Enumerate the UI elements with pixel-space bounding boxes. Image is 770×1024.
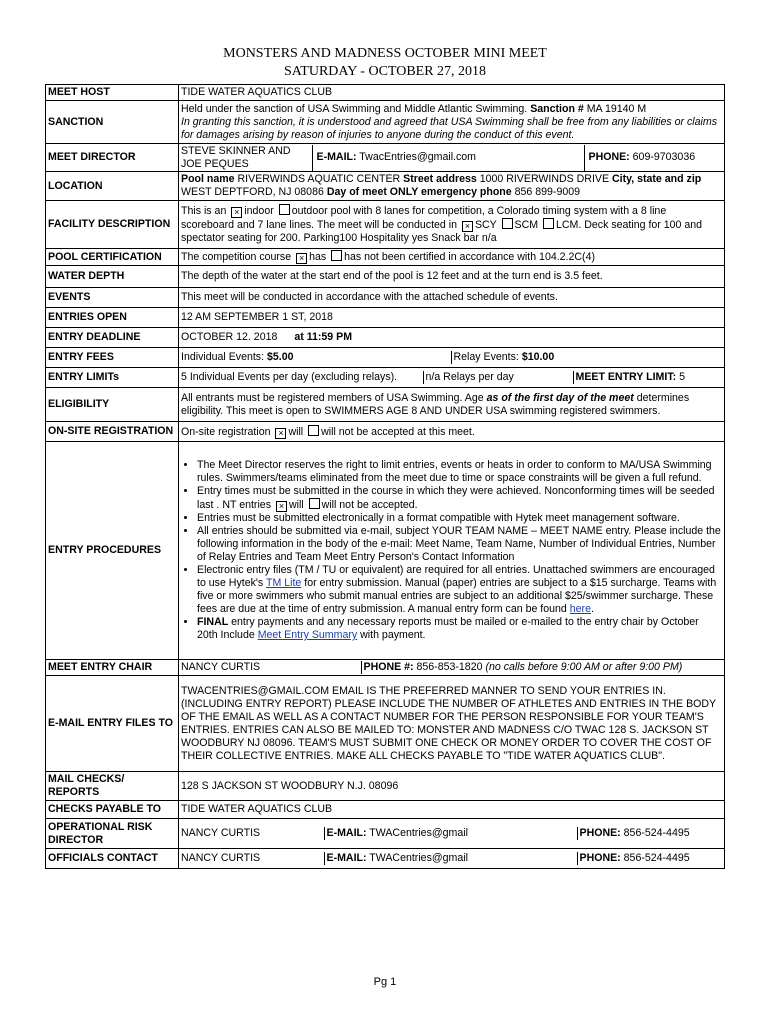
row-entry-fees (46, 348, 725, 368)
list-item (197, 485, 722, 512)
lcm-checkbox[interactable] (543, 218, 554, 229)
risk-phone-label: PHONE: (579, 827, 621, 839)
row-meet-host (46, 85, 725, 101)
scm-checkbox[interactable] (502, 218, 513, 229)
sanction-number-label: Sanction # (530, 102, 584, 115)
label-checks-payable: CHECKS PAYABLE TO (46, 801, 179, 819)
row-officials (46, 849, 725, 869)
label-eligibility: ELIGIBILITY (46, 388, 179, 422)
facility-text-3: LCM. Deck seating for 100 and spectator seating for 200. Parking100 Hospitality yes Snack bar n/a (181, 219, 703, 244)
entries-open-value: 12 AM SEPTEMBER 1 ST, 2018 (179, 308, 725, 328)
events-value: This meet will be conducted in accordance with the attached schedule of events. (179, 288, 725, 308)
nt-will-checkbox[interactable] (276, 501, 287, 512)
emergency-phone: 856 899-9009 (514, 186, 581, 198)
director-email-label: E-MAIL: (316, 151, 357, 163)
label-entry-deadline: ENTRY DEADLINE (46, 328, 179, 348)
director-phone-label: PHONE: (588, 151, 630, 163)
onsite-will-not-checkbox[interactable] (308, 425, 319, 436)
list-item: • The Meet Director reserves the right to limit entries, events or heats in order to conform to MA/USA Swimming rules. Swimmers/teams eliminated from the meet due to time or space constraints will be given a full refund. (197, 459, 722, 485)
street-label: Street address (403, 173, 477, 185)
final-label: FINAL (197, 616, 229, 628)
fees-relay-label: Relay Events: (453, 351, 519, 363)
row-sanction (46, 101, 725, 144)
limit-individual: 5 Individual Events per day (excluding relays). (179, 371, 423, 384)
nt-will-not-checkbox[interactable] (309, 498, 320, 509)
document-title: MONSTERS AND MADNESS OCTOBER MINI MEET (223, 46, 547, 61)
limit-meet: 5 (679, 371, 685, 383)
director-email: TwacEntries@gmail.com (359, 151, 477, 163)
row-entry-procedures (46, 442, 725, 660)
emergency-label: Day of meet ONLY emergency phone (326, 186, 512, 198)
director-phone: 609-9703036 (632, 151, 696, 163)
label-meet-director: MEET DIRECTOR (46, 144, 179, 172)
officials-phone-label: PHONE: (579, 852, 621, 864)
city-label: City, state and zip (611, 173, 702, 185)
risk-phone: 856-524-4495 (623, 827, 690, 839)
meet-host-value: TIDE WATER AQUATICS CLUB (179, 85, 725, 101)
mail-checks-value: 128 S JACKSON ST WOODBURY N.J. 08096 (179, 772, 725, 801)
row-meet-entry-chair (46, 660, 725, 676)
label-officials: OFFICIALS CONTACT (46, 849, 179, 869)
fees-individual: $5.00 (267, 351, 294, 363)
label-facility: FACILITY DESCRIPTION (46, 201, 179, 249)
onsite-will-checkbox[interactable] (275, 428, 286, 439)
label-entry-procedures: ENTRY PROCEDURES (46, 442, 179, 660)
procedure-text: entry payments and any necessary reports must be mailed or e-mailed to the entry chair by October 20th Include (197, 616, 699, 641)
fees-relay: $10.00 (521, 351, 555, 363)
manual-entry-form-link[interactable]: here (569, 603, 591, 615)
row-events (46, 288, 725, 308)
checks-payable-value: TIDE WATER AQUATICS CLUB (179, 801, 725, 819)
document-subtitle: SATURDAY - OCTOBER 27, 2018 (283, 64, 487, 79)
nt-will-label: will (288, 499, 304, 511)
label-entries-open: ENTRIES OPEN (46, 308, 179, 328)
eligibility-text-2: determines eligibility. This meet is open to SWIMMERS AGE 8 AND UNDER USA swimming registered swimmers. (181, 391, 690, 417)
outdoor-checkbox[interactable] (279, 204, 290, 215)
scm-label: SCM (514, 219, 539, 231)
email-entry-files-value: TWACENTRIES@GMAIL.COM EMAIL IS THE PREFERRED MANNER TO SEND YOUR ENTRIES IN. (INCLUDING ENTRY REPORT) PLEASE INCLUDE THE NUMBER OF ATHLETES AND ENTRIES IN THE BODY OF THE EMAIL AS WELL AS A CONTACT NUMBER FOR THE PERSON RESPONSIBLE FOR YOUR TEAM'S ENTRIES. ENTRIES CAN ALSO BE MAILED TO: MONSTER AND MADNESS C/O TWAC 128 S. JACKSON ST WOODBURY NJ 08096. TEAM'S MUST SUBMIT ONE CHECK OR MONEY ORDER TO COVER THE COST OF THEIR COLLECTIVE ENTRIES. MAKE ALL CHECKS PAYABLE TO "TIDE WATER AQUATICS CLUB". (179, 676, 725, 772)
label-events: EVENTS (46, 288, 179, 308)
list-item (197, 616, 722, 642)
row-water-depth (46, 266, 725, 288)
location-value (179, 172, 725, 201)
eligibility-bold: as of the first day of the meet (486, 391, 634, 404)
list-item: • Electronic entry files (TM / TU or equivalent) are required for all entries. Unattached swimmers are encouraged to use Hytek's TM Lite for entry submission. Manual (paper) entries are subject to a $15 surcharge. Teams with five or more swimmers who submit manual entries are subject to an additional $25/swimmer surcharge. These fees are due at the time of entry submission. A manual entry form can be found here. (197, 564, 722, 616)
label-onsite: ON-SITE REGISTRATION (46, 422, 179, 442)
risk-email-label: E-MAIL: (326, 827, 367, 839)
procedure-text: with payment. (360, 629, 426, 641)
fees-individual-label: Individual Events: (181, 351, 265, 363)
row-mail-checks (46, 772, 725, 801)
scy-label: SCY (474, 219, 497, 231)
label-entry-limits: ENTRY LIMITs (46, 368, 179, 388)
label-entry-fees: ENTRY FEES (46, 348, 179, 368)
label-sanction: SANCTION (46, 101, 179, 144)
chair-name: NANCY CURTIS (179, 661, 361, 674)
officials-email-label: E-MAIL: (326, 852, 367, 864)
water-depth-value: The depth of the water at the start end of the pool is 12 feet and at the turn end is 3.5 feet. (179, 266, 725, 288)
meet-info-table (45, 84, 725, 869)
indoor-checkbox[interactable] (231, 207, 242, 218)
chair-phone-note: (no calls before 9:00 AM or after 9:00 PM) (485, 661, 683, 673)
has-checkbox[interactable] (296, 253, 307, 264)
row-entries-open (46, 308, 725, 328)
pool-name: RIVERWINDS AQUATIC CENTER (237, 173, 401, 185)
scy-checkbox[interactable] (462, 221, 473, 232)
row-pool-cert (46, 249, 725, 266)
pool-name-label: Pool name (181, 173, 235, 185)
row-eligibility (46, 388, 725, 422)
nt-will-not-label: will not be accepted. (321, 499, 418, 511)
chair-phone-label: PHONE #: (363, 661, 414, 673)
facility-text-1: This is an (181, 205, 227, 217)
row-facility (46, 201, 725, 249)
meet-entry-summary-link[interactable]: Meet Entry Summary (257, 629, 358, 641)
row-op-risk (46, 819, 725, 849)
row-location (46, 172, 725, 201)
sanction-disclaimer: In granting this sanction, it is understood and agreed that USA Swimming shall be free from any liabilities or claims for damages arising by reason of injuries to anyone during the conduct of this event. (181, 115, 718, 141)
label-meet-entry-chair: MEET ENTRY CHAIR (46, 660, 179, 676)
sanction-number: MA 19140 M (586, 102, 647, 115)
has-not-label: has not been certified in accordance with 104.2.2C(4) (344, 251, 595, 263)
row-meet-director (46, 144, 725, 172)
has-not-checkbox[interactable] (331, 250, 342, 261)
onsite-will-label: will (288, 425, 304, 438)
label-pool-cert: POOL CERTIFICATION (46, 249, 179, 266)
list-item: • All entries should be submitted via e-mail, subject YOUR TEAM NAME – MEET NAME entry. Please include the following information in the body of the e-mail: Meet Name, Team Name, Number of Individual Entries, Number of Relay Entries and Team Meet Entry Person's Contact Information (197, 525, 722, 564)
street: 1000 RIVERWINDS DRIVE (479, 173, 610, 185)
eligibility-text-1: All entrants must be registered members of USA Swimming. Age (181, 391, 484, 404)
deadline-time: at 11:59 PM (294, 331, 353, 343)
procedures-list (181, 459, 722, 642)
pool-cert-text: The competition course (181, 251, 292, 263)
procedure-text: for entry submission. Manual (paper) entries are subject to a $15 surcharge. Teams with five or more swimmers who submit manual entries are subject to an additional $25/swimmer surcharge. These fees are due at the time of entry submission. A manual entry form can be found (197, 577, 717, 615)
row-checks-payable (46, 801, 725, 819)
risk-name: NANCY CURTIS (179, 827, 324, 840)
label-meet-host: MEET HOST (46, 85, 179, 101)
deadline-date: OCTOBER 12. 2018 (181, 331, 278, 343)
onsite-text: On-site registration (181, 425, 271, 438)
onsite-will-not-label: will not be accepted at this meet. (321, 425, 475, 438)
label-email-entry-files: E-MAIL ENTRY FILES TO (46, 676, 179, 772)
procedure-text: Electronic entry files (TM / TU or equivalent) are required for all entries. Unattached swimmers are encouraged to use Hytek's (197, 564, 715, 589)
row-onsite (46, 422, 725, 442)
page-number: Pg 1 (373, 976, 397, 988)
row-entry-deadline (46, 328, 725, 348)
tm-lite-link[interactable]: TM Lite (265, 577, 302, 589)
risk-email: TWACentries@gmail (369, 827, 468, 839)
indoor-label: indoor (244, 205, 274, 217)
sanction-value (179, 101, 725, 144)
has-label: has (309, 251, 327, 263)
facility-value (179, 201, 725, 249)
sanction-text: Held under the sanction of USA Swimming and Middle Atlantic Swimming. (181, 102, 528, 115)
list-item: • Entries must be submitted electronically in a format compatible with Hytek meet management software. (197, 512, 722, 525)
facility-text-2: outdoor pool with 8 lanes for competition, a Colorado timing system with a 8 line scoreboard and 7 lane lines. The meet will be conducted in (181, 205, 667, 231)
limit-relay: n/a Relays per day (423, 371, 573, 384)
label-op-risk: OPERATIONAL RISK DIRECTOR (46, 819, 179, 849)
label-mail-checks: MAIL CHECKS/ REPORTS (46, 772, 179, 801)
row-entry-limits (46, 368, 725, 388)
label-location: LOCATION (46, 172, 179, 201)
officials-name: NANCY CURTIS (179, 852, 324, 865)
row-email-entry-files (46, 676, 725, 772)
director-name: STEVE SKINNER AND JOE PEQUES (179, 145, 312, 171)
officials-email: TWACentries@gmail (369, 852, 468, 864)
officials-phone: 856-524-4495 (623, 852, 690, 864)
city: WEST DEPTFORD, NJ 08086 (181, 186, 324, 198)
chair-phone: 856-853-1820 (416, 661, 483, 673)
procedure-text: Entry times must be submitted in the course in which they were achieved. Nonconforming times will be seeded last . NT entries (197, 485, 715, 511)
label-water-depth: WATER DEPTH (46, 266, 179, 288)
limit-meet-label: MEET ENTRY LIMIT: (575, 371, 677, 383)
